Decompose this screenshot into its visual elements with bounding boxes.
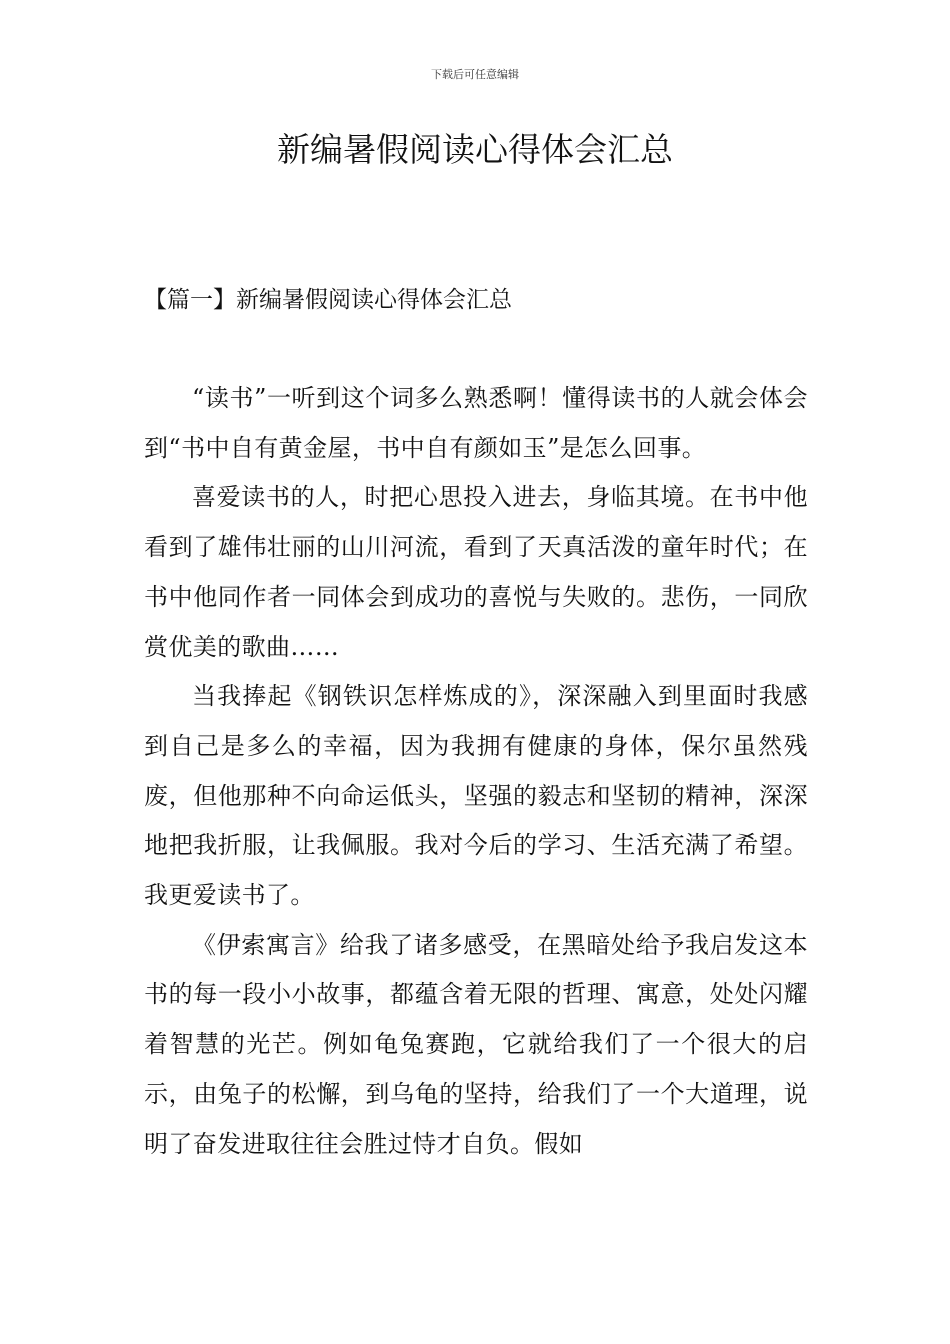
paragraph: “读书”一听到这个词多么熟悉啊！懂得读书的人就会体会到“书中自有黄金屋，书中自有颜如玉”是怎么回事。 xyxy=(144,384,808,462)
paragraph: 喜爱读书的人，时把心思投入进去，身临其境。在书中他看到了雄伟壮丽的山川河流，看到了天真活泼的童年时代；在书中他同作者一同体会到成功的喜悦与失败的。悲伤，一同欣赏优美的歌曲…… xyxy=(144,483,808,661)
section-heading: 【篇一】新编暑假阅读心得体会汇总 xyxy=(144,287,512,313)
document-title: 新编暑假阅读心得体会汇总 xyxy=(277,130,673,169)
document-body xyxy=(144,374,808,1169)
download-note: 下载后可任意编辑 xyxy=(431,68,519,81)
paragraph: 《伊索寓言》给我了诸多感受，在黑暗处给予我启发这本书的每一段小小故事，都蕴含着无限的哲理、寓意，处处闪耀着智慧的光芒。例如龟兔赛跑，它就给我们了一个很大的启示，由兔子的松懈，到乌龟的坚持，给我们了一个大道理，说明了奋发进取往往会胜过恃才自负。假如 xyxy=(144,930,808,1158)
paragraph: 当我捧起《钢铁识怎样炼成的》，深深融入到里面时我感到自己是多么的幸福，因为我拥有健康的身体，保尔虽然残废，但他那种不向命运低头，坚强的毅志和坚韧的精神，深深地把我折服，让我佩服。我对今后的学习、生活充满了希望。我更爱读书了。 xyxy=(144,682,808,910)
